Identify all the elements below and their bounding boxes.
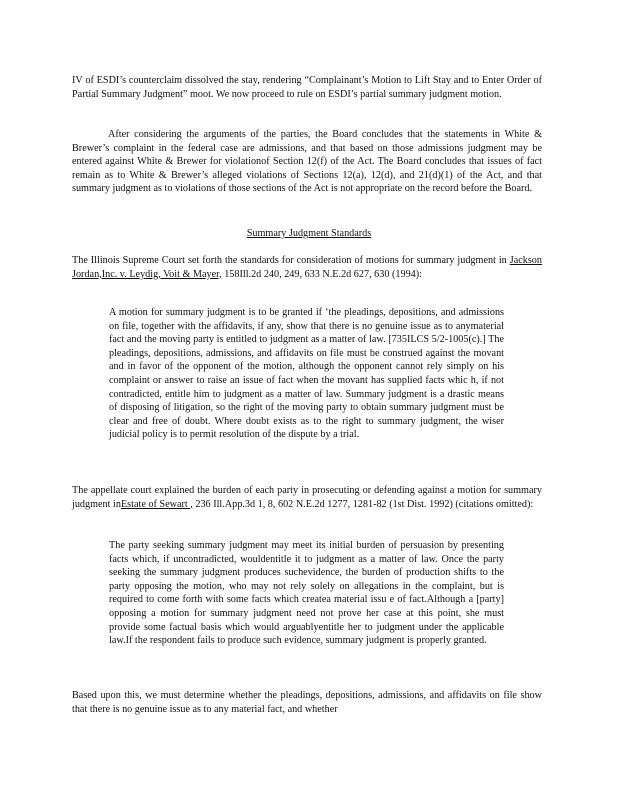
appellate-citation: 236 Ill.App.3d 1, 8, 602 N.E.2d 1277, 1281-82 (1st Dist. 1992) (citations omitted): <box>192 498 534 510</box>
block-quote-sewart: The party seeking summary judgment may meet its initial burden of persuasion by presenting facts which, if uncontradicted, wouldentitle it to judgment as a matter of law. Once the party seeking the summary judgment produces suchevidence, the burden of production shifts to the party opposing the motion, who may not rely solely on allegations in the complaint, but is required to come forth with some facts which createa material issu e of fact.Although a [party] opposing a motion for summary judgment need not prove her case at this point, she must provide some factual basis which would arguablyentitle her to judgment under the applicable law.If the respondent fails to produce such evidence, summary judgment is properly granted. <box>109 540 504 647</box>
appellate-intro: The appellate court explained the burden of each party in prosecuting or defending against a motion for summary judgment in <box>72 485 542 510</box>
block-quote-jackson: A motion for summary judgment is to be granted if ‘the pleadings, depositions, and admissions on file, together with the affidavits, if any, show that there is no genuine issue as to anymaterial fact and the moving party is entitled to judgment as a matter of law. [735ILCS 5/2-1005(c).] The pleadings, depositions, admissions, and affidavits on file must be construed against the movant and in favor of the opponent of the motion, although the opponent cannot rely simply on his complaint or answer to raise an issue of fact when the movant has supplied facts whic h, if not contradicted, entitle him to judgment as a matter of law. Summary judgment is a drastic means of disposing of litigation, so the right of the moving party to obtain summary judgment must be clear and free of doubt. Where doubt exists as to the right to summary judgment, the wiser judicial policy is to permit resolution of the dispute by a trial. <box>109 307 504 441</box>
section-heading-text: Summary Judgment Standards <box>246 228 372 239</box>
paragraph-determination: Based upon this, we must determine whether the pleadings, depositions, admissions, and affidavits on file show that there is no genuine issue as to any material fact, and whether <box>72 690 542 715</box>
supreme-court-intro: The Illinois Supreme Court set forth the standards for consideration of motions for summary judgment in <box>72 255 510 266</box>
paragraph-board-conclusion: After considering the arguments of the parties, the Board concludes that the statements in White & Brewer’s complaint in the federal case are admissions, and that based on those admissions judgment may be entered against White & Brewer for violationof Section 12(f) of the Act. The Board concludes that issues of fact remain as to White & Brewer’s alleged violations of Sections 12(a), 12(d), and 21(d)(1) of the Act, and that summary judgment as to violations of those sections of the Act is not appropriate on the record before the Board. <box>72 129 542 195</box>
paragraph-counterclaim-stay: IV of ESDI’s counterclaim dissolved the stay, rendering “Complainant’s Motion to Lift Stay and to Enter Order of Partial Summary Judgment” moot. We now proceed to rule on ESDI’s partial summary judgment motion. <box>72 75 542 100</box>
case-citation-jackson: Jackson Jordan,Inc. v. Leydig, Voit & Mayer, <box>72 255 542 280</box>
section-heading <box>0 227 618 241</box>
paragraph-supreme-court-standard <box>72 254 542 281</box>
supreme-court-citation: 158Ill.2d 240, 249, 633 N.E.2d 627, 630 (1994): <box>221 268 422 280</box>
paragraph-appellate-burden <box>72 484 542 511</box>
case-citation-sewart: Estate of Sewart , <box>120 498 193 510</box>
